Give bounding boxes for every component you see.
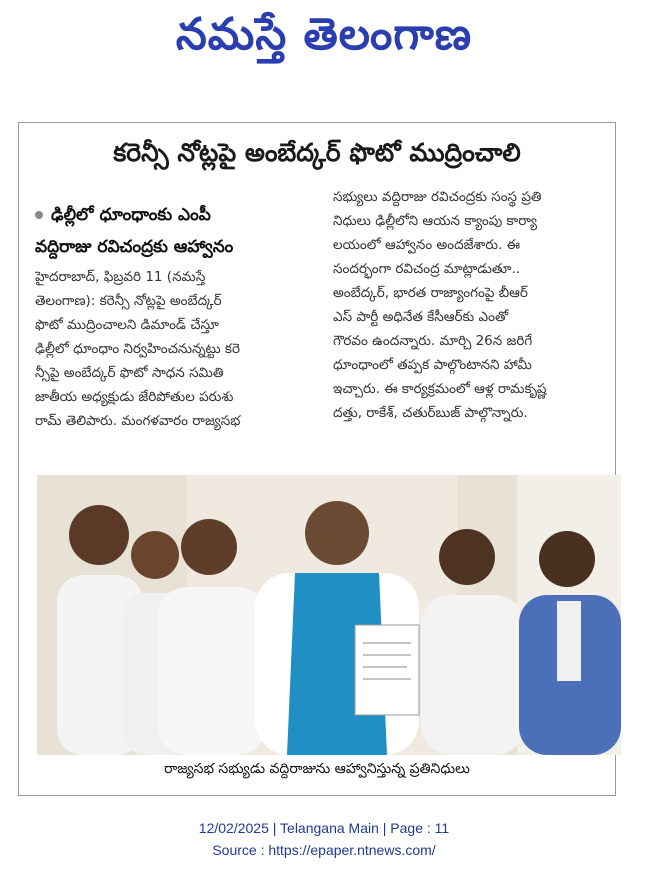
subhead-line-2: వద్దిరాజు రవిచంద్రకు ఆహ్వానం — [35, 237, 234, 257]
subhead-line-1-text: ఢిల్లీలో ధూంధాంకు ఎంపీ — [51, 205, 211, 225]
bullet-icon — [35, 211, 43, 219]
article-photo — [37, 475, 621, 755]
body-line: దత్తు, రాకేశ్, చతుర్‌బుజ్ పాల్గొన్నారు. — [333, 405, 528, 421]
body-line: సభ్యులు వద్దిరాజు రవిచంద్రకు సంస్థ ప్రతి — [333, 189, 542, 205]
article-body-left-column — [35, 265, 331, 433]
body-line: హైదరాబాద్, ఫిబ్రవరి 11 (నమస్తే — [35, 269, 206, 285]
body-line: ఎస్ పార్టీ అధినేత కేసీఆర్‌కు ఎంతో — [333, 309, 509, 325]
body-line: లయంలో ఆహ్వానం అందజేశారు. ఈ — [333, 237, 521, 253]
body-line: రామ్ తెలిపారు. మంగళవారం రాజ్యసభ — [35, 413, 241, 429]
body-line: ఢిల్లీలో ధూంధాం నిర్వహించనున్నట్టు కరె — [35, 341, 240, 357]
footer-date-edition-page: 12/02/2025 | Telangana Main | Page : 11 — [198, 820, 450, 836]
photo-caption: రాజ్యసభ సభ్యుడు వద్దిరాజును ఆహ్వానిస్తున్న ప్రతినిధులు — [164, 761, 470, 777]
masthead — [0, 0, 648, 80]
article-subheadline — [35, 199, 335, 263]
body-line: జాతీయ అధ్యక్షుడు జేరిపోతుల పరుశు — [35, 389, 234, 405]
body-line: సందర్భంగా రవిచంద్ర మాట్లాడుతూ.. — [333, 261, 521, 277]
body-line: అంబేద్కర్, భారత రాజ్యాంగంపై బీఆర్ — [333, 285, 528, 301]
body-line: ఫొటో ముద్రించాలని డిమాండ్ చేస్తూ — [35, 317, 219, 333]
body-line: ధూంధాంలో తప్పక పాల్గొంటానని హామీ — [333, 357, 532, 373]
masthead-title: నమస్తే తెలంగాణ — [175, 9, 473, 60]
article-headline: కరెన్సీ నోట్లపై అంబేద్కర్ ఫొటో ముద్రించాలి — [113, 138, 521, 167]
news-clipping — [18, 122, 616, 796]
group-photo-illustration — [37, 475, 621, 755]
body-line: న్సీపై అంబేద్కర్ ఫొటో సాధన సమితి — [35, 365, 224, 381]
subhead-line-1 — [35, 199, 335, 231]
body-line: గౌరవం ఉందన్నారు. మార్చి 26న జరిగే — [333, 333, 533, 349]
article-body-right-column — [333, 185, 603, 425]
footer — [0, 817, 648, 861]
body-line: తెలంగాణ): కరెన్సీ నోట్లపై అంబేద్కర్ — [35, 293, 222, 309]
body-line: ఇచ్చారు. ఈ కార్యక్రమంలో ఆళ్ల రామకృష్ణ — [333, 381, 547, 397]
footer-source-link[interactable]: Source : https://epaper.ntnews.com/ — [212, 842, 436, 858]
body-line: నిధులు ఢిల్లీలోని ఆయన క్యాంపు కార్యా — [333, 213, 538, 229]
